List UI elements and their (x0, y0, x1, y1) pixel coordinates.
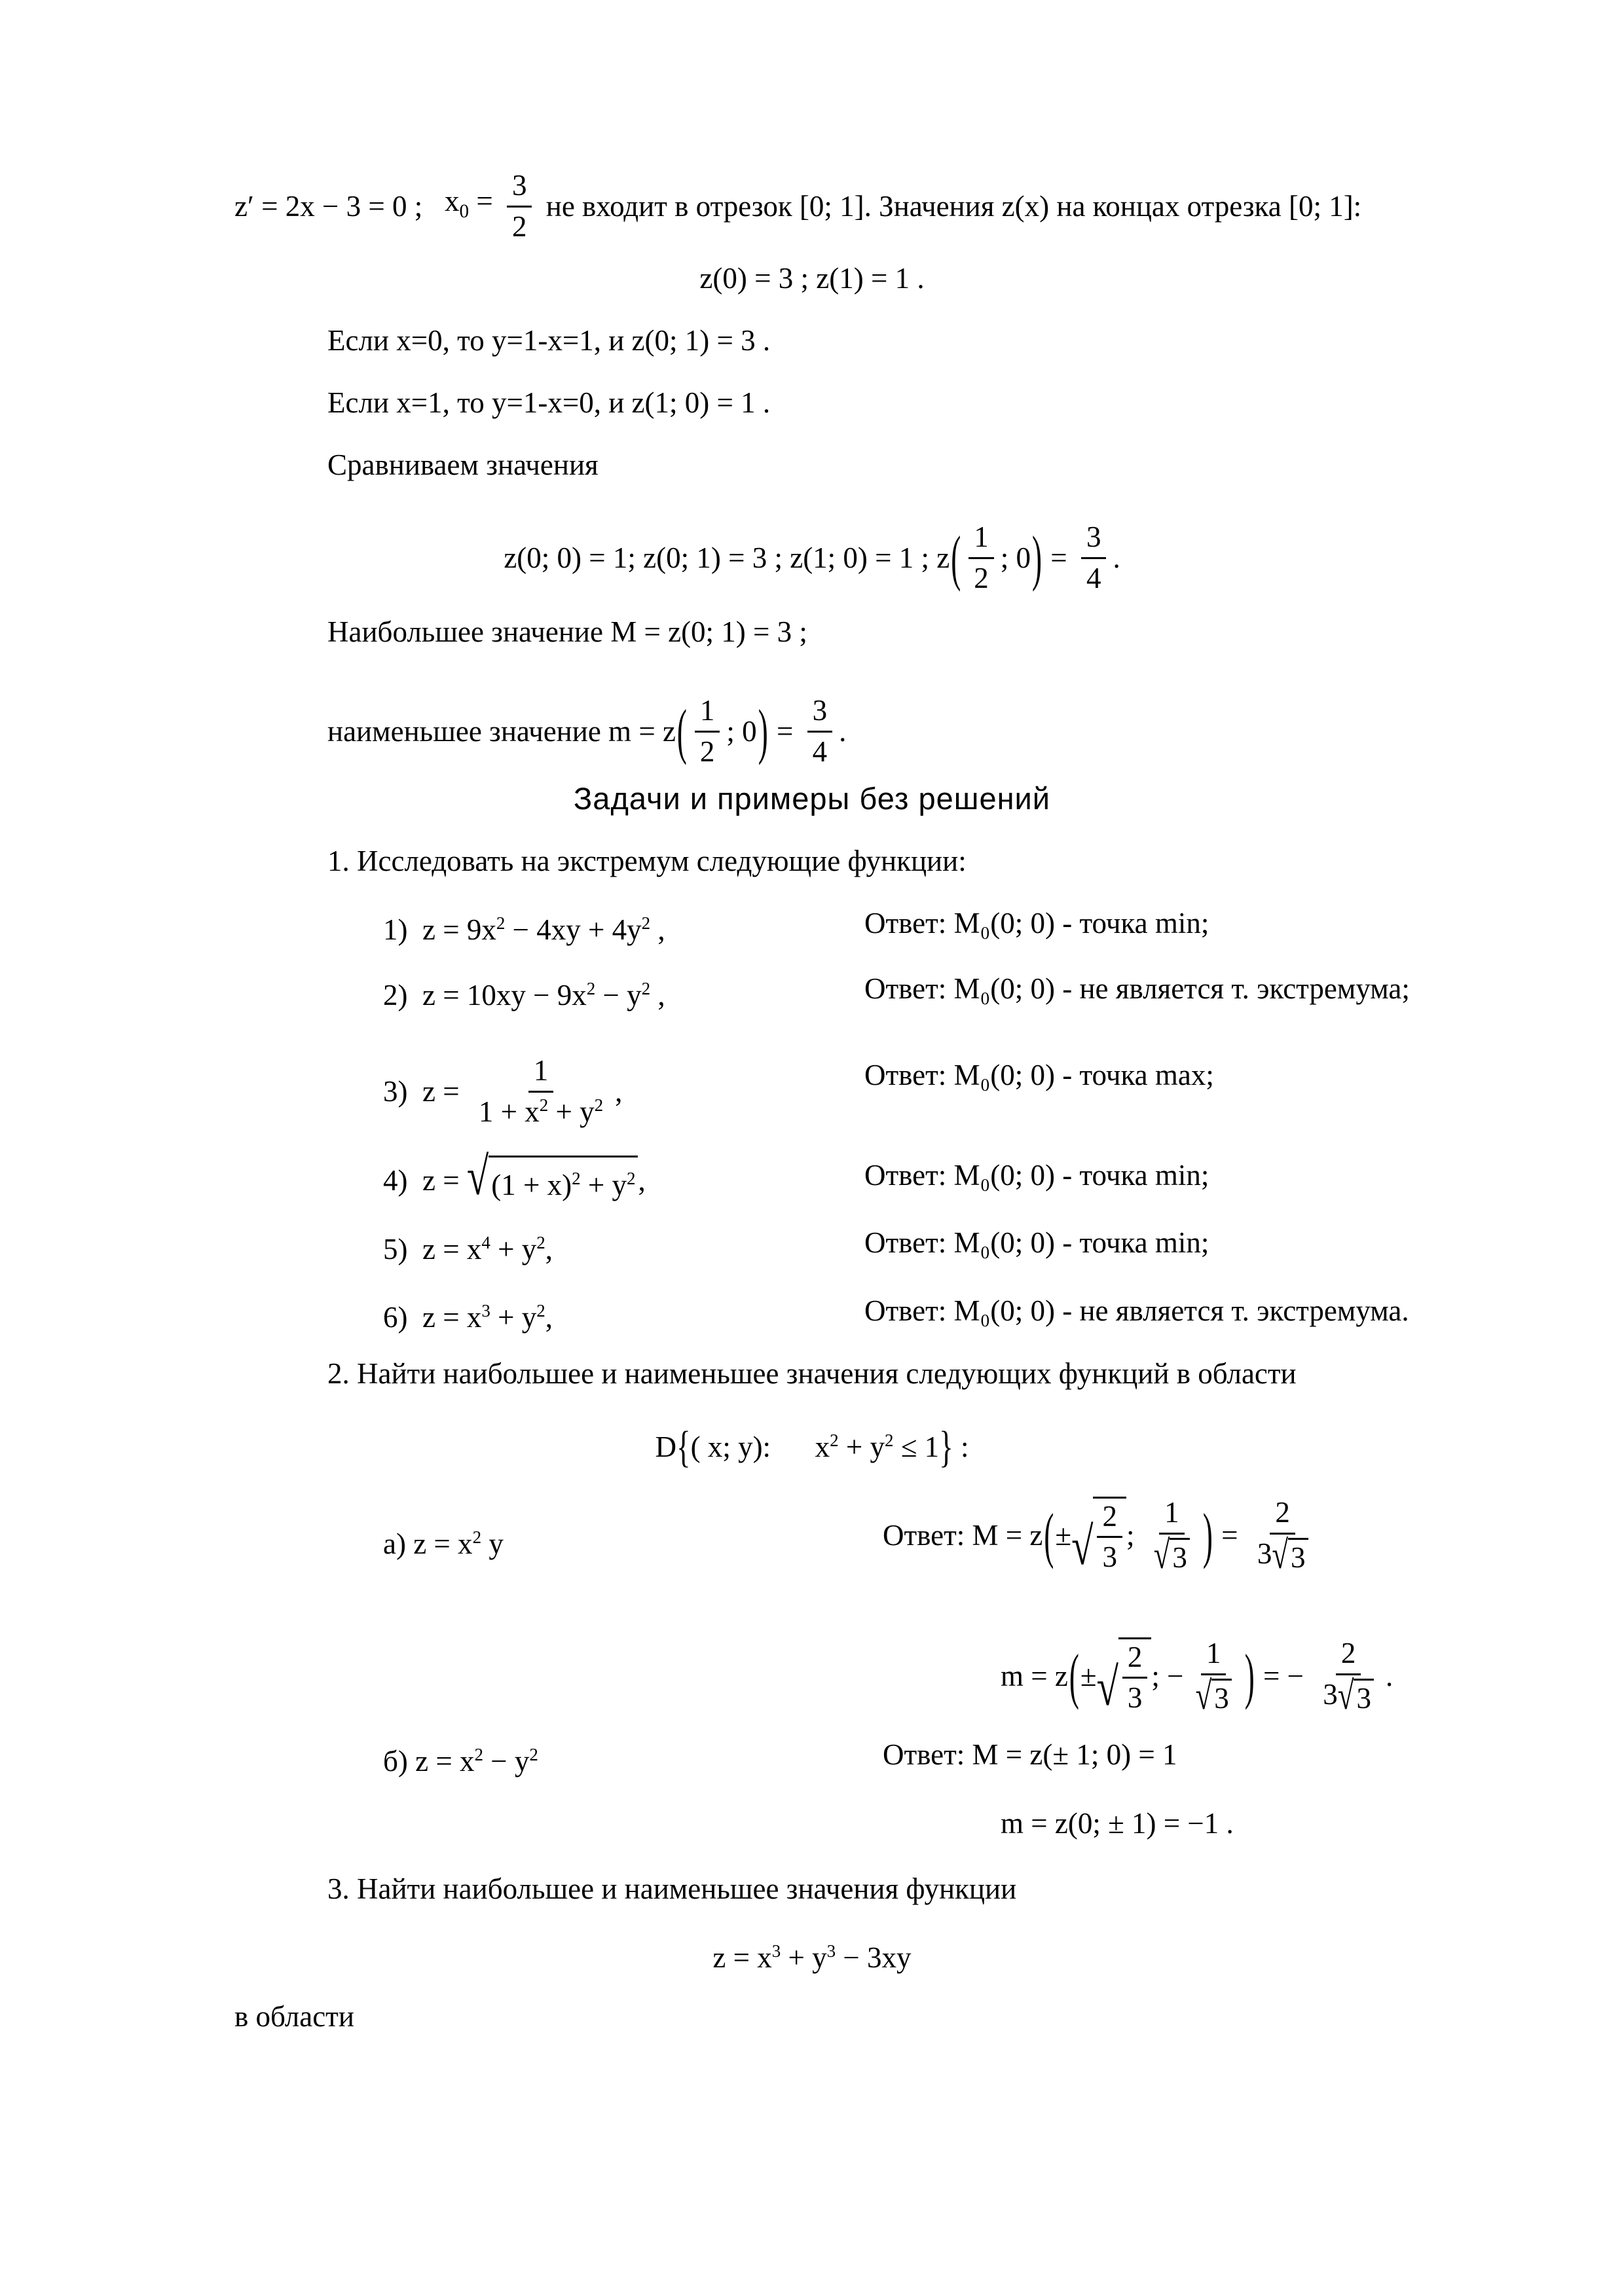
x0-label: $x_0$ = (444, 185, 493, 223)
task2-title: 2. Найти наибольшее и наименьшее значения следующих функций в области (327, 1357, 1297, 1390)
task1-item-5: 5) $z = x^4 + y^2$, (383, 1233, 553, 1266)
task1-item-4: 4) z = √ $(1 + x)^2 + y^2$ , (383, 1147, 646, 1207)
task1-answer-1: Ответ: M₀(0; 0) - точка min; (864, 907, 1209, 939)
task3-region: в области (234, 2000, 354, 2033)
compare-values: z(0; 0) = 1; z(0; 1) = 3 ; z(1; 0) = 1 ; z ( $\frac{1}{2}$ ; 0 ) = $\frac{3}{4}$ . (504, 520, 1120, 594)
task1-answer-6: Ответ: M₀(0; 0) - не является т. экстремума. (864, 1294, 1409, 1327)
task2-item-b: б) $z = x^2 - y^2$ (383, 1745, 538, 1777)
task1-item-1: 1) $z = 9x^2 - 4xy + 4y^2$ , (383, 913, 665, 946)
task1-item-3: 3) z = $\frac{1}{1 + x^2 + y^2}$ , (383, 1054, 623, 1128)
case-x1: Если x=1, то y=1-x=0, и z(1; 0) = 1 . (327, 386, 771, 419)
task2-answer-b-max: Ответ: M = z(± 1; 0) = 1 (883, 1738, 1177, 1771)
task1-title: 1. Исследовать на экстремум следующие функции: (327, 845, 967, 877)
task2-answer-b-min: m = z(0; ± 1) = −1 . (1001, 1807, 1234, 1840)
max-line: Наибольшее значение M = z(0; 1) = 3 ; (327, 615, 807, 648)
task1-answer-2: Ответ: M₀(0; 0) - не является т. экстремума; (864, 972, 1410, 1005)
f4-sqrt: √ $(1 + x)^2 + y^2$ (467, 1156, 638, 1205)
intro-text: не входит в отрезок [0; 1]. Значения z(x) на концах отрезка [0; 1]: (545, 190, 1362, 223)
task1-answer-3: Ответ: M₀(0; 0) - точка max; (864, 1059, 1214, 1091)
intro-line (234, 169, 1361, 244)
compare-label: Сравниваем значения (327, 448, 599, 481)
task1-item-6: 6) $z = x^3 + y^2$, (383, 1301, 553, 1334)
domain-definition: D{( x; y): $x^2 + y^2 \le 1$} : (655, 1422, 969, 1472)
f3-fraction: $\frac{1}{1 + x^2 + y^2}$ (478, 1054, 604, 1128)
task3-title: 3. Найти наибольшее и наименьшее значения функции (327, 1872, 1017, 1905)
compare-result: $\frac{3}{4}$ (1081, 520, 1107, 596)
compare-paren: ( $\frac{1}{2}$ ; 0 ) (951, 520, 1043, 594)
boundary-values: z(0) = 3 ; z(1) = 1 . (699, 262, 925, 295)
task1-answer-5: Ответ: M₀(0; 0) - точка min; (864, 1226, 1209, 1259)
x0-fraction: $\frac{3}{2}$ (507, 169, 532, 244)
min-line: наименьшее значение m = z ( $\frac{1}{2}$ ; 0 ) = $\frac{3}{4}$ . (327, 694, 847, 768)
case-x0: Если x=0, то y=1-x=1, и z(0; 1) = 3 . (327, 324, 771, 357)
min-paren: ( $\frac{1}{2}$ ; 0 ) (676, 694, 768, 768)
task2-item-a: а) $z = x^2$ y (383, 1527, 504, 1560)
task1-answer-4: Ответ: M₀(0; 0) - точка min; (864, 1159, 1209, 1192)
section-heading: Задачи и примеры без решений (573, 781, 1051, 816)
derivative-eq: z′ = 2x − 3 = 0 ; (234, 190, 423, 223)
task1-item-2: 2) $z = 10xy - 9x^2 - y^2$ , (383, 979, 665, 1011)
task2-answer-a-max: Ответ: M = z ( ± √ $\frac{2}{3}$ ; 1 √ 3 ) = 2 3 √ 3 (883, 1496, 1320, 1575)
task3-function: $z = x^3 + y^3 - 3xy$ (712, 1941, 912, 1974)
task2-answer-a-min: m = z ( ± √ $\frac{2}{3}$ ; − 1 √ 3 ) = − 2 3 √ 3 . (1001, 1637, 1393, 1718)
